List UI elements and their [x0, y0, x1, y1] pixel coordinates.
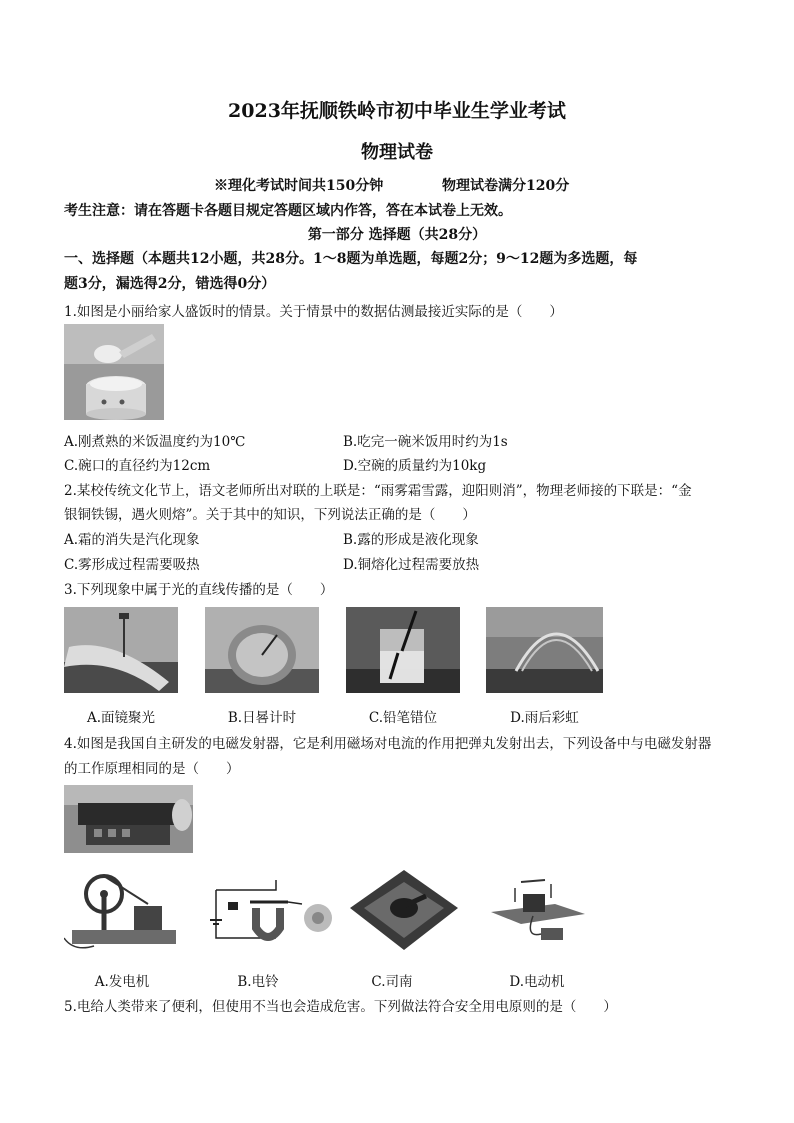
- question-4-caption-a: A.发电机: [94, 974, 150, 990]
- question-4-figure-electric-motor: [485, 868, 589, 952]
- exam-score: 物理试卷满分120分: [442, 178, 570, 194]
- part-title: 第一部分 选择题（共28分）: [307, 227, 487, 243]
- section-instructions-2: 题3分，漏选得2分，错选得0分）: [64, 276, 276, 292]
- question-1-option-b: B.吃完一碗米饭用时约为1s: [343, 434, 508, 450]
- question-4-caption-c: C.司南: [371, 974, 413, 990]
- question-1-option-c: C.碗口的直径约为12cm: [64, 458, 211, 474]
- question-2-option-a: A.霜的消失是汽化现象: [64, 532, 200, 548]
- question-4-stem-2: 的工作原理相同的是（ ）: [64, 761, 240, 777]
- question-4-photo-electromagnetic-launcher: [64, 785, 193, 853]
- question-2-option-d: D.铜熔化过程需要放热: [343, 557, 480, 573]
- question-3-photo-solar-mirror: [64, 607, 178, 693]
- exam-time: ※理化考试时间共150分钟: [214, 178, 384, 194]
- question-4-stem-1: 4.如图是我国自主研发的电磁发射器，它是利用磁场对电流的作用把弹丸发射出去，下列设备中与电磁发射器: [64, 736, 712, 752]
- question-2-option-b: B.露的形成是液化现象: [343, 532, 479, 548]
- question-3-caption-a: A.面镜聚光: [86, 710, 156, 726]
- question-4-figure-generator: [64, 868, 180, 952]
- exam-subtitle: 物理试卷: [361, 142, 433, 163]
- question-4-figure-sinan-compass: [348, 868, 460, 952]
- question-2-option-c: C.雾形成过程需要吸热: [64, 557, 200, 573]
- exam-title: 2023年抚顺铁岭市初中毕业生学业考试: [228, 100, 566, 122]
- question-3-caption-d: D.雨后彩虹: [510, 710, 579, 726]
- question-4-caption-d: D.电动机: [509, 974, 565, 990]
- question-3-caption-b: B.日晷计时: [227, 710, 297, 726]
- section-instructions-1: 一、选择题（本题共12小题，共28分。1～8题为单选题，每题2分；9～12题为多选题，每: [64, 251, 638, 267]
- question-4-figure-electric-bell: [206, 868, 336, 952]
- question-1-option-d: D.空碗的质量约为10kg: [343, 458, 487, 474]
- question-3-photo-rainbow: [486, 607, 603, 693]
- exam-notice: 考生注意：请在答题卡各题目规定答题区域内作答，答在本试卷上无效。: [64, 203, 512, 219]
- question-3-photo-sundial: [205, 607, 319, 693]
- question-3-photo-pencil-in-water: [346, 607, 460, 693]
- question-4-caption-b: B.电铃: [237, 974, 279, 990]
- question-3-caption-c: C.铅笔错位: [368, 710, 438, 726]
- question-1-option-a: A.刚煮熟的米饭温度约为10℃: [64, 434, 246, 450]
- question-1-photo-rice-cooker: [64, 324, 164, 420]
- question-3-stem: 3.下列现象中属于光的直线传播的是（ ）: [64, 582, 334, 598]
- question-1-stem: 1.如图是小丽给家人盛饭时的情景。关于情景中的数据估测最接近实际的是（ ）: [64, 304, 563, 320]
- question-2-stem-1: 2.某校传统文化节上，语文老师所出对联的上联是：“雨雾霜雪露，迎阳则消”，物理老师接的下联是：“金: [64, 483, 692, 499]
- question-5-stem: 5.电给人类带来了便利，但使用不当也会造成危害。下列做法符合安全用电原则的是（ ）: [64, 999, 617, 1015]
- question-2-stem-2: 银铜铁锡，遇火则熔”。关于其中的知识，下列说法正确的是（ ）: [64, 507, 476, 523]
